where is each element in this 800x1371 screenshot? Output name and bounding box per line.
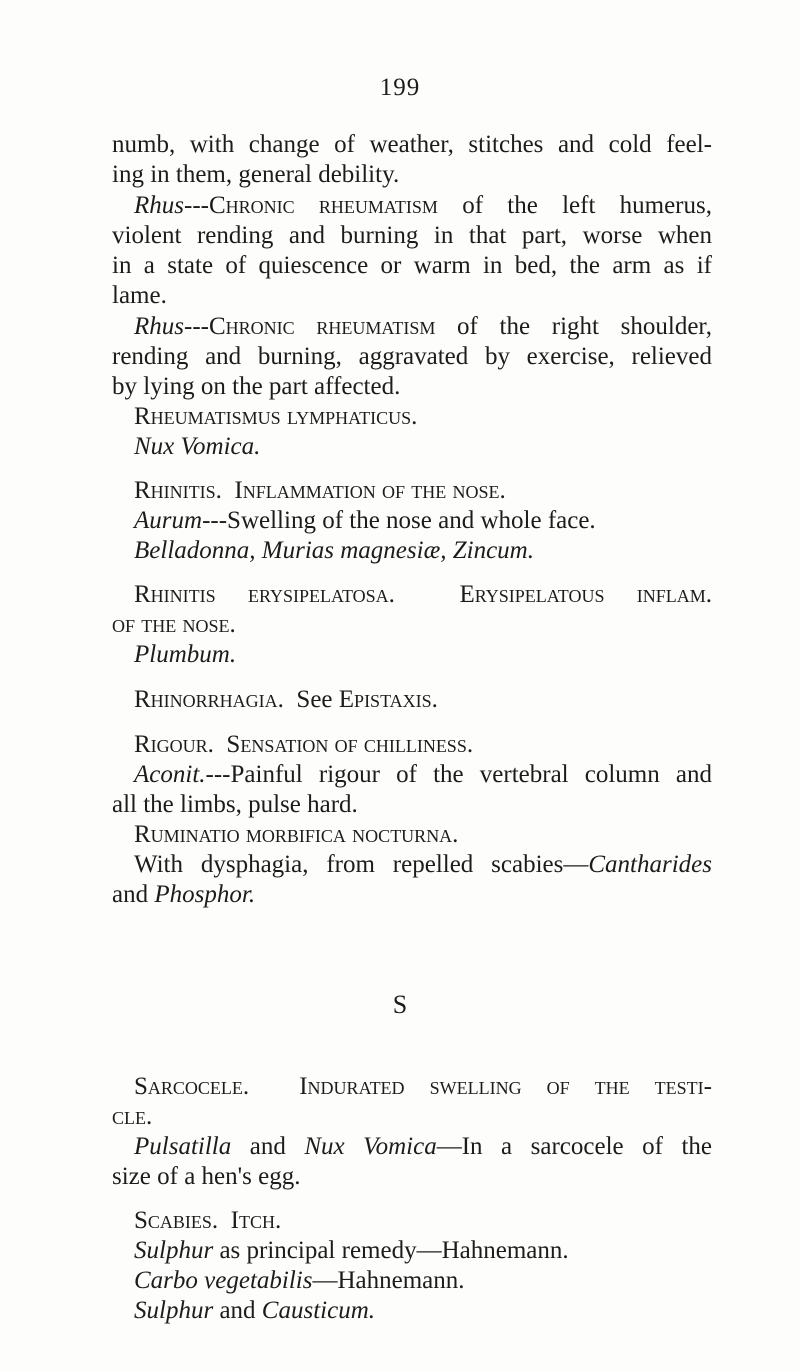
remedy-line: Sulphur as principal remedy—Hahnemann. [134, 1237, 569, 1264]
text-line: in a state of quiescence or warm in bed, the arm as if [112, 252, 712, 279]
entry-heading-rhinorrhagia: Rhinorrhagia. See Epistaxis. [134, 686, 438, 713]
entry-heading-scabies: Scabies. Itch. [134, 1207, 282, 1234]
remedy-line: Plumbum. [134, 641, 237, 668]
text-line: lame. [112, 282, 167, 309]
text-line: by lying on the part affected. [112, 373, 401, 400]
remedy-line: Belladonna, Murias magnesiæ, Zincum. [134, 537, 534, 564]
text-line: and Phosphor. [112, 881, 256, 908]
entry-heading-rigour: Rigour. Sensation of chilliness. [134, 731, 474, 758]
entry-rhus-left-humerus: Rhus---Chronic rheumatism of the left humerus, [134, 192, 712, 219]
text-line: violent rending and burning in that part, worse when [112, 222, 712, 249]
text-line: With dysphagia, from repelled scabies—Cantharides [134, 851, 712, 878]
entry-heading-sarcocele: Sarcocele. Indurated swelling of the testi- [134, 1073, 712, 1100]
entry-heading: Rheumatismus lymphaticus. [134, 403, 418, 430]
remedy-line: Carbo vegetabilis—Hahnemann. [134, 1267, 465, 1294]
text-line: cle. [112, 1103, 153, 1130]
text-line: ing in them, general debility. [112, 161, 400, 188]
entry-heading-rhinitis: Rhinitis. Inflammation of the nose. [134, 477, 506, 504]
remedy-line: Pulsatilla and Nux Vomica—In a sarcocele of the [134, 1133, 712, 1160]
page-number: 199 [379, 74, 421, 101]
remedy-line: Aconit.---Painful rigour of the vertebral column and [134, 761, 712, 788]
entry-heading-rhinitis-erysipelatosa: Rhinitis erysipelatosa. Erysipelatous inflam. [134, 581, 712, 608]
text-line: all the limbs, pulse hard. [112, 791, 358, 818]
entry-heading-ruminatio: Ruminatio morbifica nocturna. [134, 821, 459, 848]
text-line: size of a hen's egg. [112, 1163, 301, 1190]
text-line: numb, with change of weather, stitches and cold feel- [112, 131, 712, 158]
text-line: of the nose. [112, 611, 236, 638]
section-letter: S [392, 990, 408, 1019]
entry-rhus-right-shoulder: Rhus---Chronic rheumatism of the right shoulder, [134, 313, 712, 340]
remedy-line: Aurum---Swelling of the nose and whole face. [134, 507, 596, 534]
remedy-line: Nux Vomica. [134, 433, 261, 460]
text-line: rending and burning, aggravated by exercise, relieved [112, 343, 712, 370]
remedy-line: Sulphur and Causticum. [134, 1297, 375, 1324]
